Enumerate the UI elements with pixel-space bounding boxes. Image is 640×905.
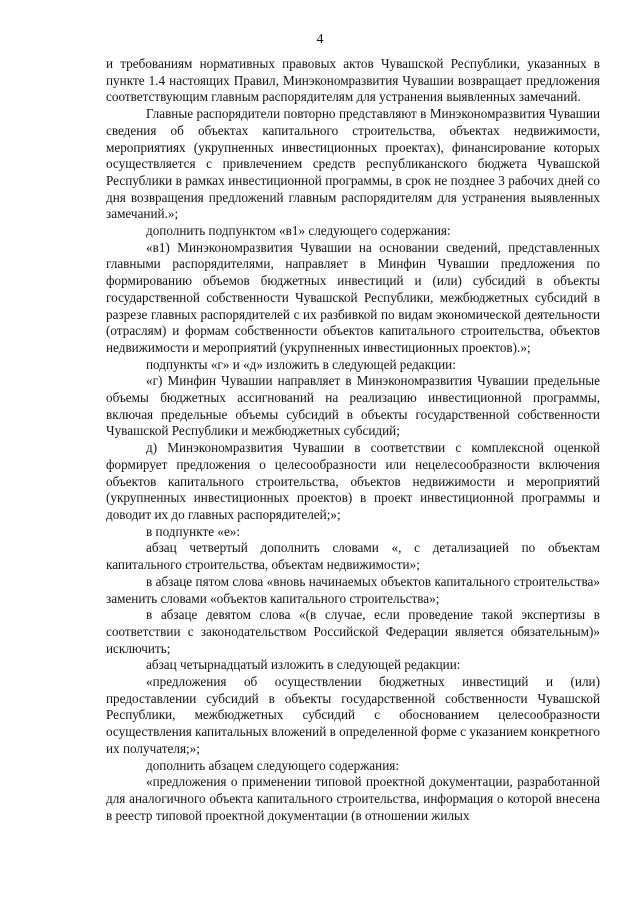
paragraph-2: Главные распорядители повторно представляют в Минэкономразвития Чувашии сведения об объектах капитального строительства, объектах недвижимости, мероприятиях (укрупненных инвестиционных проектах), финансирование которых осуществляется с привлечением средств республиканского бюджета Чувашской Республики в рамках инвестиционной программы, в срок не позднее 3 рабочих дней со дня возвращения предложений главным распорядителям для устранения выявленных замечаний.»; <box>106 106 600 222</box>
paragraph-10: в абзаце пятом слова «вновь начинаемых объектов капитального строительства» заменить словами «объектов капитального строительства»; <box>106 573 600 606</box>
paragraph-6: «г) Минфин Чувашии направляет в Минэкономразвития Чувашии предельные объемы бюджетных ассигнований на реализацию инвестиционной программы, включая предельные объемы субсидий в объекты государственной собственности Чувашской Республики и межбюджетных субсидий; <box>106 373 600 439</box>
paragraph-8: в подпункте «е»: <box>146 523 241 539</box>
page-number: 4 <box>316 32 324 47</box>
paragraph-7: д) Минэкономразвития Чувашии в соответствии с комплексной оценкой формирует предложения о целесообразности или нецелесообразности включения объектов капитального строительства, объектов недвижимости и мероприятий (укрупненных инвестиционных проектов) в проект инвестиционной программы и доводит их до главных распорядителей;»; <box>106 440 600 522</box>
paragraph-1: и требованиям нормативных правовых актов Чувашской Республики, указанных в пункте 1.4 настоящих Правил, Минэкономразвития Чувашии возвращает предложения соответствующим главным распорядителям для устранения выявленных замечаний. <box>106 56 600 105</box>
paragraph-11: в абзаце девятом слова «(в случае, если проведение такой экспертизы в соответствии с законодательством Российской Федерации является обязательным)» исключить; <box>106 607 600 656</box>
paragraph-13: «предложения об осуществлении бюджетных инвестиций и (или) предоставлении субсидий в объекты государственной собственности Чувашской Республики, межбюджетных субсидий с обоснованием целесообразности осуществления капитальных вложений в определенной форме с указанием конкретного их получателя;»; <box>106 674 600 756</box>
paragraph-15: «предложения о применении типовой проектной документации, разработанной для аналогичного объекта капитального строительства, информация о которой внесена в реестр типовой проектной документации (в отношении жилых <box>106 774 600 823</box>
paragraph-12: абзац четырнадцатый изложить в следующей редакции: <box>146 657 461 673</box>
paragraph-3: дополнить подпунктом «в1» следующего содержания: <box>146 223 451 239</box>
document-body <box>106 56 600 824</box>
paragraph-4: «в1) Минэкономразвития Чувашии на основании сведений, представленных главными распорядителями, направляет в Минфин Чувашии предложения по формированию объемов бюджетных инвестиций и (или) субсидий в объекты государственной собственности Чувашской Республики, межбюджетных субсидий в разрезе главных распорядителей с их разбивкой по видам экономической деятельности (отраслям) и формам собственности объектов капитального строительства, объектов недвижимости и мероприятий (укрупненных инвестиционных проектов).»; <box>106 239 600 355</box>
paragraph-14: дополнить абзацем следующего содержания: <box>146 757 400 773</box>
paragraph-5: подпункты «г» и «д» изложить в следующей редакции: <box>146 356 456 372</box>
paragraph-9: абзац четвертый дополнить словами «, с детализацией по объектам капитального строительства, объектам недвижимости»; <box>106 540 600 573</box>
